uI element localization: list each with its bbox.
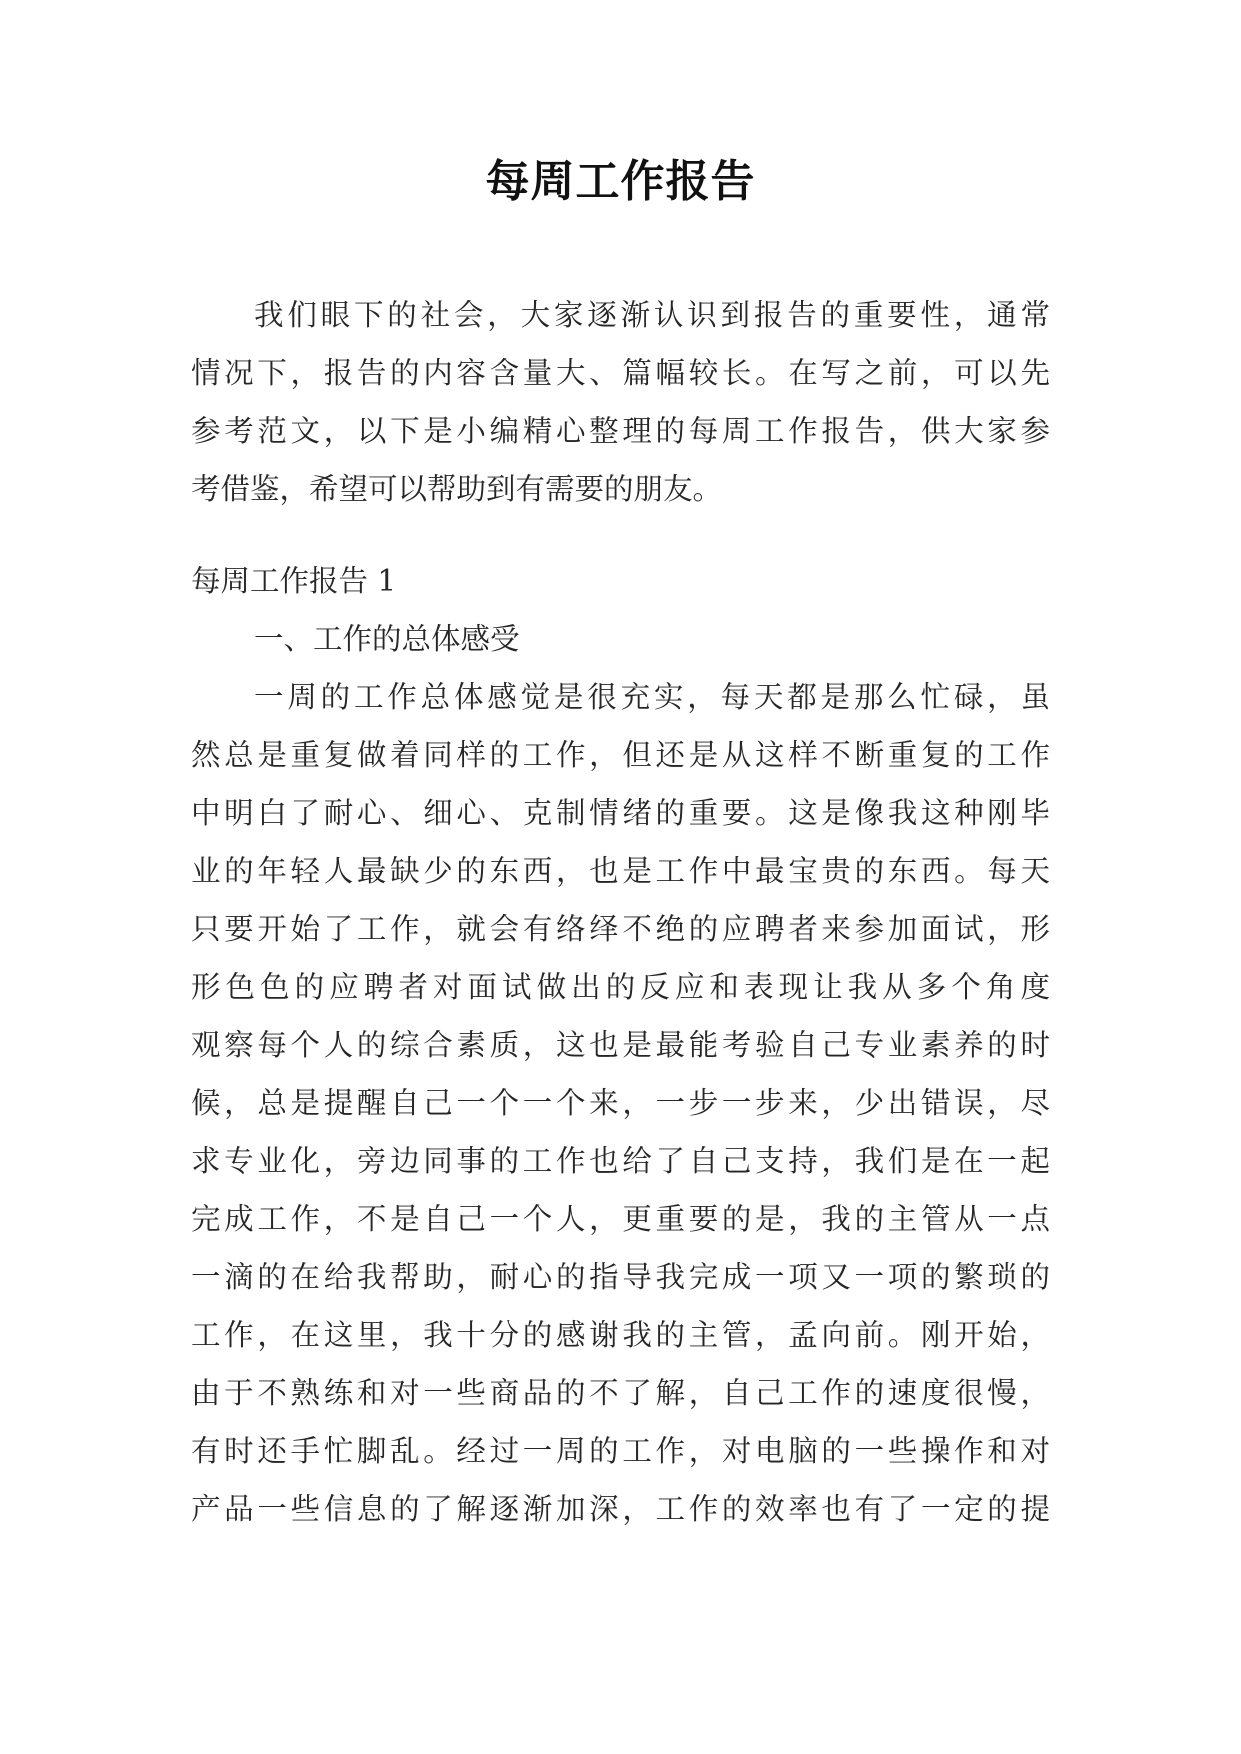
body-line: 形色色的应聘者对面试做出的反应和表现让我从多个角度 bbox=[191, 970, 1050, 1004]
section-title: 每周工作报告 1 bbox=[191, 564, 397, 598]
body-line: 一滴的在给我帮助，耐心的指导我完成一项又一项的繁琐的 bbox=[191, 1260, 1050, 1294]
body-line: 然总是重复做着同样的工作，但还是从这样不断重复的工作 bbox=[191, 738, 1050, 772]
body-line: 候，总是提醒自己一个一个来，一步一步来，少出错误，尽 bbox=[191, 1086, 1050, 1120]
body-line: 有时还手忙脚乱。经过一周的工作，对电脑的一些操作和对 bbox=[191, 1434, 1050, 1468]
body-line: 完成工作，不是自己一个人，更重要的是，我的主管从一点 bbox=[191, 1202, 1050, 1236]
subheading: 一、工作的总体感受 bbox=[254, 622, 520, 656]
intro-line: 情况下，报告的内容含量大、篇幅较长。在写之前，可以先 bbox=[191, 356, 1050, 390]
intro-line: 参考范文，以下是小编精心整理的每周工作报告，供大家参 bbox=[191, 414, 1050, 448]
intro-line: 我们眼下的社会，大家逐渐认识到报告的重要性，通常 bbox=[254, 298, 1050, 332]
body-line: 只要开始了工作，就会有络绎不绝的应聘者来参加面试，形 bbox=[191, 912, 1050, 946]
intro-line: 考借鉴，希望可以帮助到有需要的朋友。 bbox=[191, 472, 723, 506]
body-line: 产品一些信息的了解逐渐加深，工作的效率也有了一定的提 bbox=[191, 1492, 1050, 1526]
body-line: 业的年轻人最缺少的东西，也是工作中最宝贵的东西。每天 bbox=[191, 854, 1050, 888]
body-line: 一周的工作总体感觉是很充实，每天都是那么忙碌，虽 bbox=[254, 680, 1050, 714]
body-line: 工作，在这里，我十分的感谢我的主管，孟向前。刚开始， bbox=[191, 1318, 1050, 1352]
body-line: 中明白了耐心、细心、克制情绪的重要。这是像我这种刚毕 bbox=[191, 796, 1050, 830]
document-body bbox=[191, 286, 1050, 1538]
body-line: 求专业化，旁边同事的工作也给了自己支持，我们是在一起 bbox=[191, 1144, 1050, 1178]
body-line: 由于不熟练和对一些商品的不了解，自己工作的速度很慢， bbox=[191, 1376, 1050, 1410]
document-title: 每周工作报告 bbox=[485, 156, 756, 207]
body-line: 观察每个人的综合素质，这也是最能考验自己专业素养的时 bbox=[191, 1028, 1050, 1062]
